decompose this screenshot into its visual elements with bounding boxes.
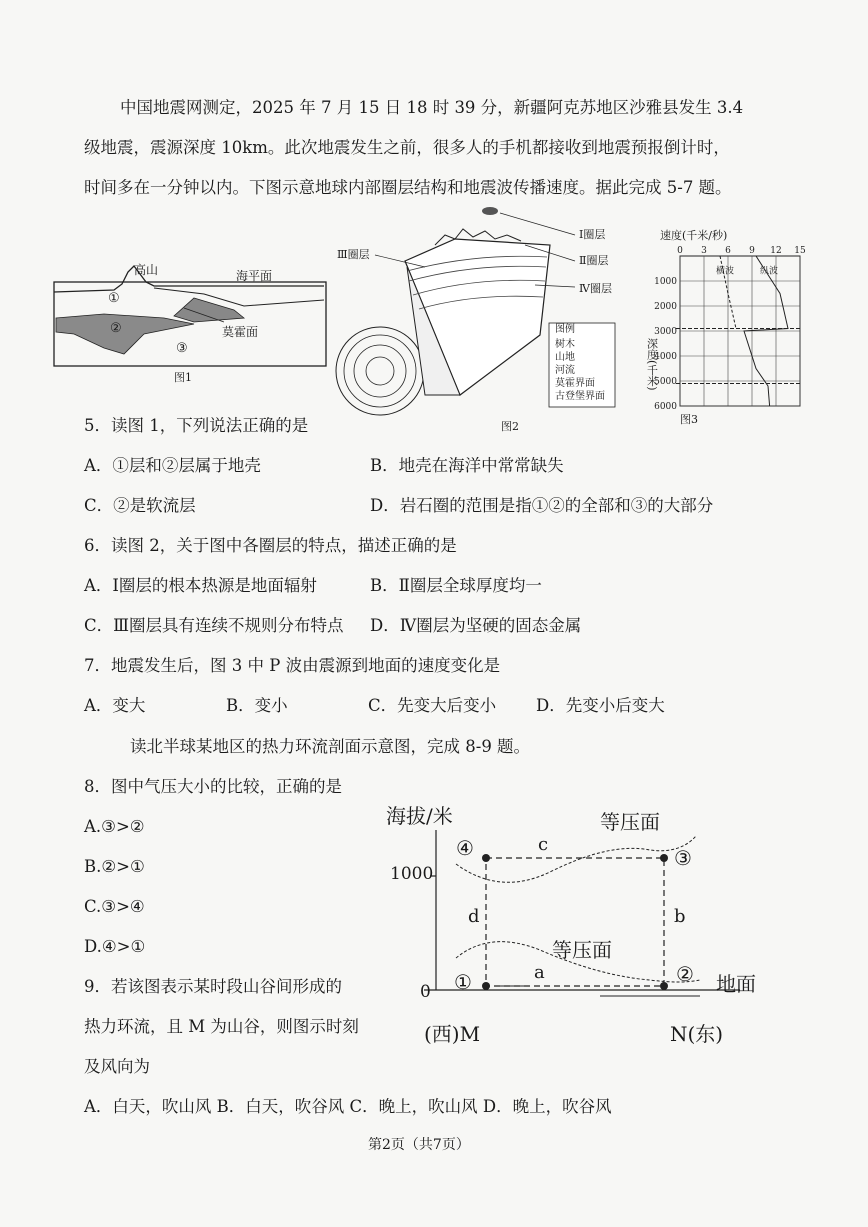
figure-3 (630, 228, 812, 428)
q5-option-d[interactable]: D．岩石圈的范围是指①②的全部和③的大部分 (370, 496, 714, 515)
q6-option-c[interactable]: C．Ⅲ圈层具有连续不规则分布特点 (84, 616, 344, 635)
q5-stem: 5．读图 1，下列说法正确的是 (84, 416, 309, 435)
q5-option-a[interactable]: A．①层和②层属于地壳 (84, 456, 261, 475)
layer-2-marker: ② (110, 321, 122, 336)
q5-option-c[interactable]: C．②是软流层 (84, 496, 196, 515)
seismic-wave-chart (630, 228, 812, 428)
layer-3-marker: ③ (176, 341, 188, 356)
legend-item-mountain: 山地 (555, 352, 575, 363)
q6-option-d[interactable]: D．Ⅳ圈层为坚硬的固态金属 (370, 616, 582, 635)
label-layer-4: Ⅳ圈层 (579, 282, 612, 295)
fig4-ground: 地面 (716, 972, 756, 996)
x-tick-label: 0 (677, 246, 683, 256)
y-axis-title: 深度(千米) (645, 338, 659, 391)
figure-2 (335, 205, 625, 435)
q7-option-a[interactable]: A．变大 (84, 696, 146, 715)
fig4-y-1000: 1000 (390, 864, 434, 884)
q8-option-a[interactable]: A.③>② (84, 817, 145, 836)
fig4-y-0: 0 (420, 982, 431, 1002)
fig4-point-2: ② (676, 962, 694, 986)
intro-line-1: 中国地震网测定，2025 年 7 月 15 日 18 时 39 分，新疆阿克苏地区沙雅县发生 3.4 (120, 98, 744, 117)
page-footer: 第2页（共7页） (368, 1137, 470, 1153)
figure-4-thermal-circulation (380, 800, 780, 1050)
legend-item-moho: 莫霍界面 (555, 378, 595, 389)
fig4-label-a: a (534, 962, 545, 983)
fig4-label-d: d (468, 906, 480, 927)
q9-stem-line-3: 及风向为 (84, 1057, 150, 1076)
chart-x-title: 速度(千米/秒) (660, 229, 728, 242)
legend-title: 图例 (555, 324, 575, 335)
x-tick-label: 12 (770, 246, 782, 256)
x-tick-label: 6 (725, 246, 731, 256)
fig4-lower-isobar: 等压面 (552, 938, 612, 962)
q8-option-c[interactable]: C.③>④ (84, 897, 145, 916)
q9-options[interactable]: A．白天，吹山风 B．白天，吹谷风 C．晚上，吹山风 D．晚上，吹谷风 (84, 1097, 612, 1116)
fig4-label-c: c (538, 834, 549, 855)
y-tick-label: 5000 (654, 377, 677, 387)
fig4-point-4: ④ (456, 836, 474, 860)
q9-stem-line-1: 9．若该图表示某时段山谷间形成的 (84, 977, 342, 996)
x-tick-label: 9 (749, 246, 755, 256)
fig4-point-3: ③ (674, 846, 692, 870)
fig4-upper-isobar: 等压面 (600, 810, 660, 834)
label-layer-1: Ⅰ圈层 (579, 228, 606, 241)
q7-option-b[interactable]: B．变小 (226, 696, 288, 715)
layer-1-marker: ① (108, 291, 120, 306)
fig4-label-b: b (674, 906, 686, 927)
y-tick-label: 6000 (654, 402, 677, 412)
figure-1 (44, 262, 330, 392)
series-label-s-wave: 横波 (716, 266, 735, 277)
q8-option-b[interactable]: B.②>① (84, 857, 145, 876)
figure-2-caption: 图2 (501, 420, 519, 433)
y-tick-label: 1000 (654, 277, 677, 287)
fig4-east-n: N(东) (670, 1022, 724, 1046)
figure-1-caption: 图1 (174, 371, 192, 384)
fig4-west-m: (西)M (424, 1022, 481, 1046)
legend-item-tree: 树木 (555, 339, 575, 350)
q5-option-b[interactable]: B．地壳在海洋中常常缺失 (370, 456, 564, 475)
label-layer-3: Ⅲ圈层 (337, 248, 370, 261)
label-sea-level: 海平面 (236, 269, 273, 283)
series-label-p-wave: 纵波 (760, 266, 779, 277)
q6-option-b[interactable]: B．Ⅱ圈层全球厚度均一 (370, 576, 542, 595)
label-moho: 莫霍面 (222, 325, 259, 339)
label-layer-2: Ⅱ圈层 (579, 254, 609, 267)
q6-stem: 6．读图 2，关于图中各圈层的特点，描述正确的是 (84, 536, 457, 555)
q9-stem-line-2: 热力环流，且 M 为山谷，则图示时刻 (84, 1017, 359, 1036)
q8-option-d[interactable]: D.④>① (84, 937, 146, 956)
q7-option-c[interactable]: C．先变大后变小 (368, 696, 497, 715)
y-tick-label: 2000 (654, 302, 677, 312)
intro-2: 读北半球某地区的热力环流剖面示意图，完成 8-9 题。 (130, 737, 531, 756)
q7-option-d[interactable]: D．先变小后变大 (536, 696, 665, 715)
x-tick-label: 3 (701, 246, 707, 256)
x-tick-label: 15 (794, 246, 806, 256)
intro-line-2: 级地震，震源深度 10km。此次地震发生之前，很多人的手机都接收到地震预报倒计时， (84, 138, 730, 157)
q7-stem: 7．地震发生后，图 3 中 P 波由震源到地面的速度变化是 (84, 656, 501, 675)
figure-3-caption: 图3 (680, 413, 698, 426)
y-tick-label: 4000 (654, 352, 677, 362)
q6-option-a[interactable]: A．Ⅰ圈层的根本热源是地面辐射 (84, 576, 317, 595)
q8-stem: 8．图中气压大小的比较，正确的是 (84, 777, 342, 796)
legend-item-gutenberg: 古登堡界面 (555, 391, 605, 402)
label-mountain: 高山 (134, 263, 159, 277)
fig4-y-title: 海拔/米 (386, 804, 453, 828)
y-tick-label: 3000 (654, 327, 677, 337)
intro-line-3: 时间多在一分钟以内。下图示意地球内部圈层结构和地震波传播速度。据此完成 5-7 题。 (84, 178, 732, 197)
legend-item-river: 河流 (555, 365, 575, 376)
fig4-point-1: ① (454, 970, 472, 994)
